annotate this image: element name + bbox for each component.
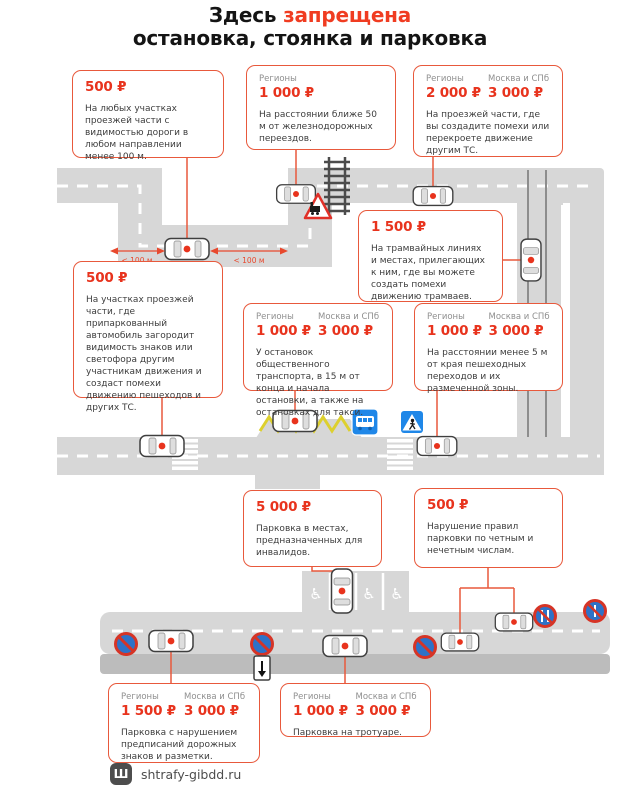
car-dip [165,239,209,260]
fine-desc: У остановок общественного транспорта, в 15 м от конца и начала остановки, а также на остановках для такси. [256,348,364,418]
fine-box-sidewalk [280,683,431,737]
fine-box-visibility [72,70,224,162]
fine-box-obstruct [413,65,563,157]
wheelchair-icon: ♿ [390,585,404,603]
distance-label-right: < 100 м [233,256,265,265]
no-parking-odd-days-sign-icon [585,601,606,622]
fine-amount: 1 000 ₽ [293,703,348,719]
fine-desc: На трамвайных линиях и местах, прилегающих к ним, где вы можете создать помехи движению трамваев. [371,244,485,302]
title-prefix: Здесь [208,3,284,27]
site-logo-icon: Ш [110,763,132,785]
fine-amount: 3 000 ₽ [488,323,544,339]
driveway-stub [255,474,320,489]
fine-amount: 1 000 ₽ [256,323,311,339]
fine-amount: 5 000 ₽ [256,499,311,515]
car-disabled-spot [332,569,353,613]
footer [110,763,241,785]
fine-desc: Парковка в местах, предназначенных для инвалидов. [256,524,363,558]
pedestrian-crossing-sign-icon [401,411,423,433]
car-signs-violation [149,631,193,652]
region-label: Регионы [293,692,331,702]
car-obstruct [413,187,453,206]
car-even-odd-lower [441,633,478,651]
moscow-label: Москва и СПб [355,692,417,702]
region-label: Регионы [426,74,464,84]
moscow-label: Москва и СПб [488,312,550,322]
down-arrow-plate-icon [254,656,270,680]
site-url[interactable]: shtrafy-gibdd.ru [141,766,242,782]
moscow-label: Москва и СПб [488,74,550,84]
fine-desc: На любых участках проезжей части с видимостью дороги в любом направлении менее 100 м. [85,104,189,162]
fine-box-signs [108,683,260,763]
no-parking-sign-icon [116,634,137,655]
fine-box-railway [246,65,396,150]
right-vertical-road [570,172,604,445]
fine-amount: 1 000 ₽ [427,323,482,339]
fine-amount: 3 000 ₽ [184,703,239,719]
car-blocking [140,436,184,457]
no-parking-sign-icon [252,634,273,655]
fine-amount: 3 000 ₽ [355,703,411,719]
region-label: Регионы [427,312,465,322]
no-parking-even-days-sign-icon [535,606,556,627]
car-tram [521,239,541,281]
moscow-label: Москва и СПб [318,312,380,322]
fine-desc: Парковка на тротуаре. [293,728,402,738]
fine-box-busstop [243,303,393,418]
fine-box-disabled [243,490,382,567]
fine-desc: На расстоянии ближе 50 м от железнодорожных переездов. [259,110,377,144]
region-label: Регионы [259,74,297,84]
fine-amount: 3 000 ₽ [318,323,373,339]
title-line2: остановка, стоянка и парковка [132,26,488,50]
wheelchair-icon: ♿ [309,585,323,603]
fine-amount: 500 ₽ [427,497,469,513]
wheelchair-icon: ♿ [362,585,376,603]
moscow-label: Москва и СПб [184,692,246,702]
fine-amount: 1 000 ₽ [259,85,314,101]
no-parking-sign-icon [415,637,436,658]
fine-desc: Нарушение правил парковки по четным и нечетным числам. [427,522,534,556]
fine-box-evenodd [414,488,563,568]
car-railway [277,185,316,203]
car-crosswalk [417,437,457,456]
fine-amount: 1 500 ₽ [371,219,426,235]
fine-box-tram [358,210,503,302]
fine-amount: 500 ₽ [85,79,127,95]
fine-desc: Парковка с нарушением предписаний дорожных знаков и разметки. [121,728,238,762]
region-label: Регионы [121,692,159,702]
region-label: Регионы [256,312,294,322]
fine-amount: 2 000 ₽ [426,85,481,101]
fine-desc: На расстоянии менее 5 м от края пешеходных переходов и их размеченной зоны. [427,348,548,394]
fine-box-blocking [73,261,223,413]
fine-amount: 500 ₽ [86,270,128,286]
fine-desc: На участках проезжей части, где припаркованный автомобиль загородит видимость знаков или светофора другим участникам движения и создаст помехи движению пешеходов и других ТС. [86,295,202,413]
title-highlight: запрещена [283,3,412,27]
fine-desc: На проезжей части, где вы создадите помехи или перекроете движение другим ТС. [426,110,550,156]
fine-amount: 3 000 ₽ [488,85,543,101]
fine-amount: 1 500 ₽ [121,703,176,719]
fine-box-crosswalk [414,303,563,394]
car-even-odd-upper [495,613,532,631]
car-sidewalk [323,636,367,657]
